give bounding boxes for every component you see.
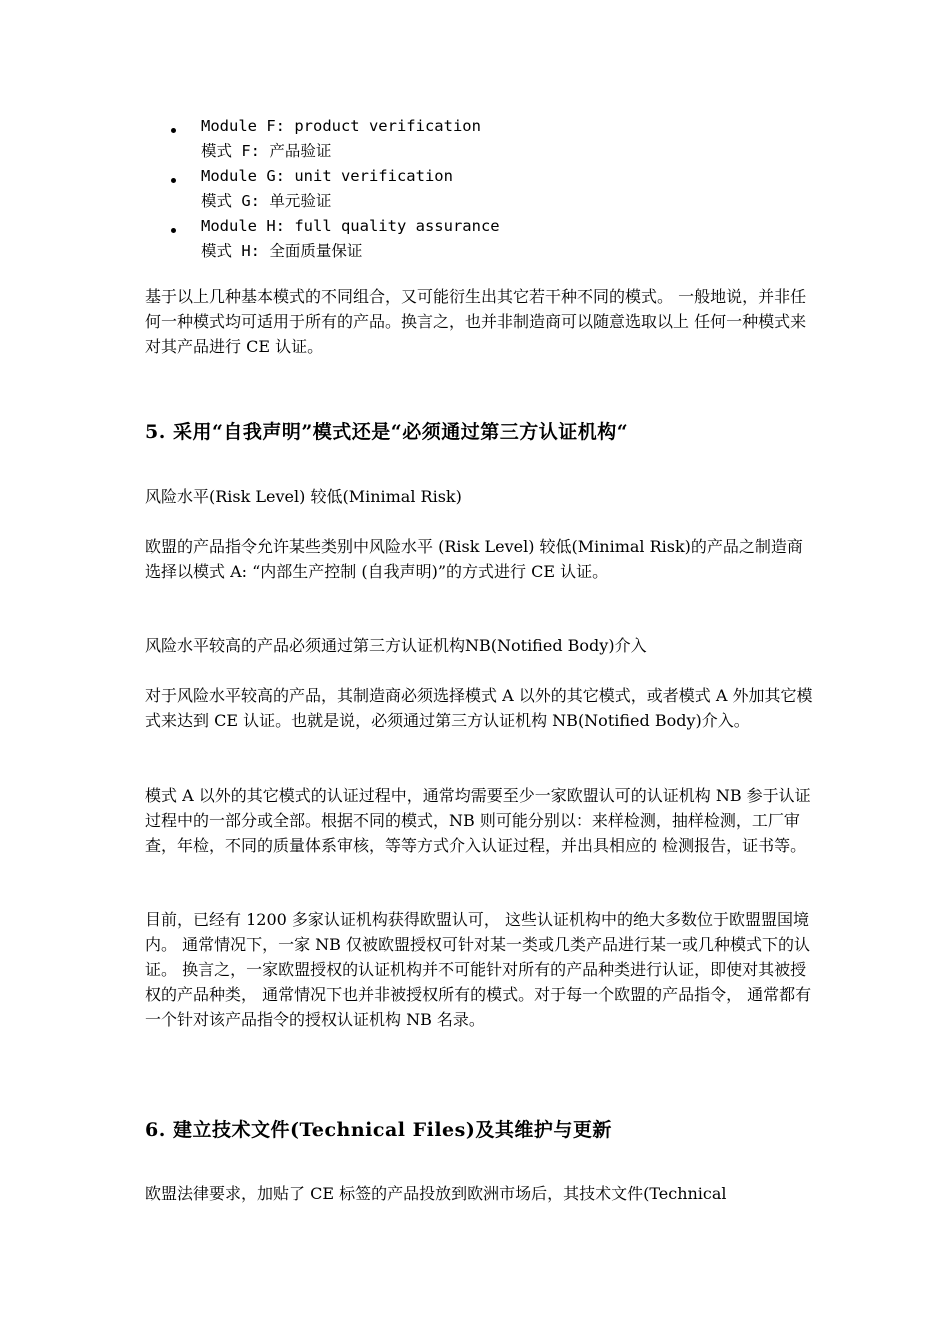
module-cn: 模式 G: 单元验证 [201, 192, 332, 210]
module-en: Module G: unit verification [201, 167, 453, 185]
bullet-icon [171, 178, 176, 183]
module-cn: 模式 F: 产品验证 [201, 142, 332, 160]
module-list [170, 114, 500, 264]
subheading-low-risk: 风险水平(Risk Level) 较低(Minimal Risk) [145, 487, 462, 506]
bullet-icon [171, 228, 176, 233]
paragraph-combination: 基于以上几种基本模式的不同组合，又可能衍生出其它若干种不同的模式。 一般地说，并非任何一种模式均可适用于所有的产品。换言之，也并非制造商可以随意选取以上 任何一种模式来对其产品进行 CE 认证。 [145, 287, 807, 356]
list-item [170, 164, 500, 214]
list-item [170, 114, 500, 164]
bullet-icon [171, 128, 176, 133]
paragraph-technical-files: 欧盟法律要求，加贴了 CE 标签的产品投放到欧洲市场后，其技术文件(Technical [145, 1184, 727, 1203]
paragraph-high-risk: 对于风险水平较高的产品，其制造商必须选择模式 A 以外的其它模式，或者模式 A 外加其它模式来达到 CE 认证。也就是说，必须通过第三方认证机构 NB(Notified Body)介入。 [145, 686, 813, 730]
section-5-heading: 5. 采用“自我声明”模式还是“必须通过第三方认证机构“ [145, 421, 629, 443]
paragraph-low-risk: 欧盟的产品指令允许某些类别中风险水平 (Risk Level) 较低(Minimal Risk)的产品之制造商选择以模式 A: “内部生产控制 (自我声明)”的方式进行 CE 认证。 [145, 537, 803, 581]
paragraph-nb-count: 目前，已经有 1200 多家认证机构获得欧盟认可， 这些认证机构中的绝大多数位于欧盟盟国境内。 通常情况下，一家 NB 仅被欧盟授权可针对某一类或几类产品进行某一或几种模式下的认证。 换言之，一家欧盟授权的认证机构并不可能针对所有的产品种类进行认证，即使对其被授权的产品种类， 通常情况下也并非被授权所有的模式。对于每一个欧盟的产品指令， 通常都有一个针对该产品指令的授权认证机构 NB 名录。 [145, 910, 812, 1029]
paragraph-nb-process: 模式 A 以外的其它模式的认证过程中，通常均需要至少一家欧盟认可的认证机构 NB 参于认证过程中的一部分或全部。根据不同的模式，NB 则可能分别以：来样检测，抽样检测，工厂审查，年检，不同的质量体系审核，等等方式介入认证过程，并出具相应的 检测报告，证书等。 [145, 786, 811, 855]
section-6-heading: 6. 建立技术文件(Technical Files)及其维护与更新 [145, 1119, 612, 1141]
module-cn: 模式 H: 全面质量保证 [201, 242, 363, 260]
module-en: Module H: full quality assurance [201, 217, 500, 235]
subheading-high-risk: 风险水平较高的产品必须通过第三方认证机构NB(Notified Body)介入 [145, 636, 647, 655]
module-en: Module F: product verification [201, 117, 481, 135]
list-item [170, 214, 500, 264]
